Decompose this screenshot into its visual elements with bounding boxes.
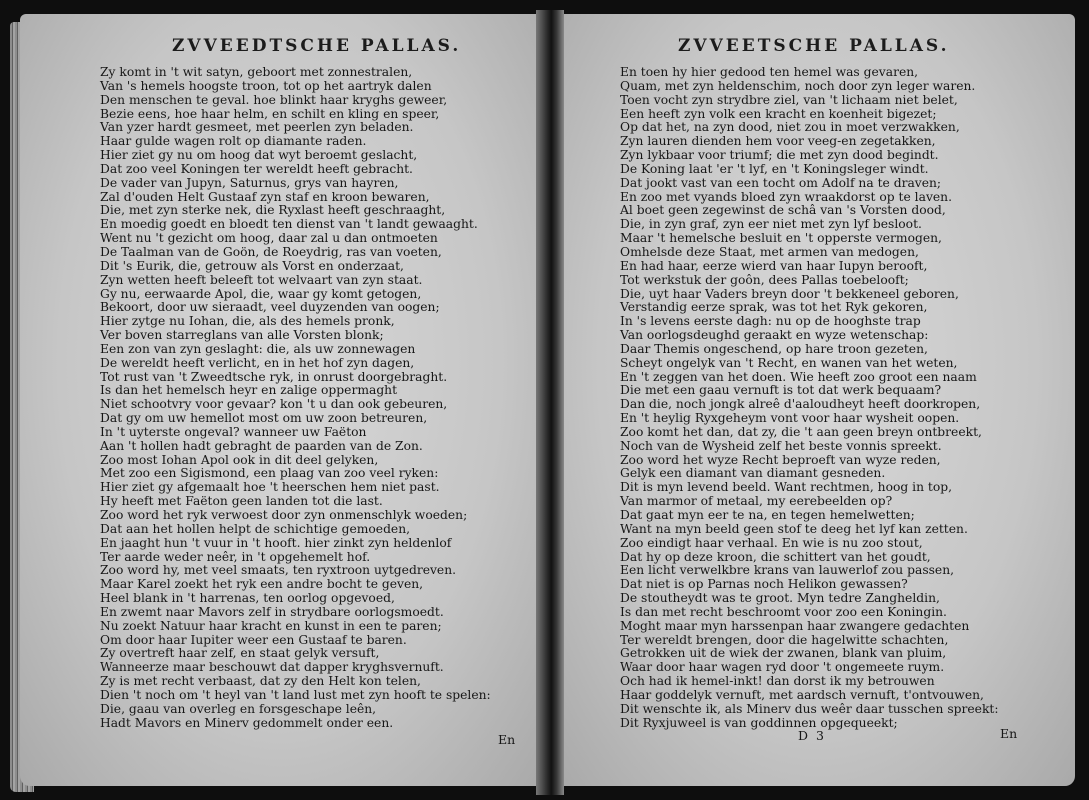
verse-line: Die, gaau van overleg en forsgeschape leên, — [100, 701, 377, 716]
verse-line: Hier zytge nu Iohan, die, als des hemels pronk, — [100, 314, 395, 329]
verse-line: Van 's hemels hoogste troon, tot op het aartryk dalen — [100, 78, 432, 93]
verse-line: De Taalman van de Goön, de Roeydrig, ras van voeten, — [100, 244, 442, 259]
right-page — [560, 14, 1075, 786]
verse-line: Tot werkstuk der goôn, dees Pallas toebelooft; — [620, 272, 909, 287]
verse-line: Dat zoo veel Koningen ter wereldt heeft gebracht. — [100, 161, 413, 176]
catchword-right: En — [1000, 726, 1018, 741]
verse-line: Want na myn beeld geen stof te deeg het lyf kan zetten. — [620, 521, 968, 536]
verse-line: In 't uyterste ongeval? wanneer uw Faëton — [100, 424, 367, 439]
verse-line: De wereldt heeft verlicht, en in het hof zyn dagen, — [100, 355, 415, 370]
verse-line: Hier ziet gy afgemaalt hoe 't heerschen hem niet past. — [100, 480, 440, 495]
verse-line: Dit Ryxjuweel is van goddinnen opgequeekt; — [620, 715, 898, 730]
verse-line: Dat gaat myn eer te na, en tegen hemelwetten; — [620, 508, 915, 522]
verse-line: Niet schootvry voor gevaar? kon 't u dan ook gebeuren, — [100, 397, 448, 412]
verse-line: Verstandig eerze sprak, was tot het Ryk gekoren, — [620, 300, 928, 315]
verse-line: Die, uyt haar Vaders breyn door 't bekkeneel geboren, — [620, 286, 959, 301]
verse-line: Dat jookt vast van een tocht om Adolf na te draven; — [620, 175, 942, 190]
verse-line: Zoo komt het dan, dat zy, die 't aan geen breyn ontbreekt, — [620, 424, 982, 439]
verse-line: Wanneerze maar beschouwt dat dapper kryghsvernuft. — [100, 660, 444, 675]
running-header-left: ZVVEEDTSCHE PALLAS. — [172, 36, 462, 56]
verse-line: En zwemt naar Mavors zelf in strydbare oorlogsmoedt. — [100, 604, 444, 619]
verse-line: Haar gulde wagen rolt op diamante raden. — [100, 134, 367, 149]
verse-line: Moght maar myn harssenpan haar zwangere gedachten — [620, 618, 970, 633]
verse-line: Zoo word het ryk verwoest door zyn onmenschlyk woeden; — [100, 508, 468, 522]
verse-line: De Koning laat 'er 't lyf, en 't Koningsleger windt. — [620, 161, 929, 176]
verse-line: Scheyt ongelyk van 't Recht, en wanen van het weten, — [620, 355, 958, 370]
verse-line: Die, in zyn graf, zyn eer niet met zyn lyf besloot. — [620, 217, 922, 232]
verse-line: Op dat het, na zyn dood, niet zou in moet verzwakken, — [620, 120, 960, 135]
signature-mark: D 3 — [798, 728, 826, 743]
verse-line: Omhelsde deze Staat, met armen van medogen, — [620, 244, 919, 259]
verse-line: Dan die, noch jongk alreê d'aaloudheyt heeft doorkropen, — [620, 397, 981, 412]
verse-line: Gelyk een diamant van diamant gesneden. — [620, 466, 886, 481]
verse-line: Van marmor of metaal, my eerebeelden op? — [620, 494, 893, 509]
verse-line: Ter wereldt brengen, door die hagelwitte schachten, — [620, 632, 949, 647]
verse-line: Een licht verwelkbre krans van lauwerlof zou passen, — [620, 563, 955, 578]
verse-line: Den menschen te geval. hoe blinkt haar kryghs geweer, — [100, 92, 448, 107]
verse-line: Noch van de Wysheid zelf het beste vonnis spreekt. — [620, 438, 942, 453]
verse-line: Om door haar Iupiter weer een Gustaaf te baren. — [100, 632, 407, 647]
verse-line: In 's levens eerste dagh: nu op de hooghste trap — [620, 314, 921, 329]
verse-line: Hier ziet gy nu om hoog dat wyt beroemt geslacht, — [100, 148, 418, 163]
verse-line: Ter aarde weder neêr, in 't opgehemelt hof. — [100, 549, 371, 564]
verse-line: Dit 's Eurik, die, getrouw als Vorst en onderzaat, — [100, 258, 404, 273]
verse-line: Ver boven starreglans van alle Vorsten blonk; — [100, 328, 384, 343]
book-gutter — [536, 10, 564, 795]
verse-line: Is dan het hemelsch heyr en zalige oppermaght — [100, 383, 398, 398]
verse-line: De vader van Jupyn, Saturnus, grys van hayren, — [100, 175, 399, 190]
verse-line: Dat niet is op Parnas noch Helikon gewassen? — [620, 577, 908, 592]
verse-line: Maar Karel zoekt het ryk een andre bocht te geven, — [100, 577, 424, 592]
verse-line: Heel blank in 't harrenas, ten oorlog opgevoed, — [100, 591, 395, 606]
verse-line: Daar Themis ongeschend, op hare troon gezeten, — [620, 341, 928, 356]
verse-line: Zy overtreft haar zelf, en staat gelyk versuft, — [100, 646, 380, 661]
verse-line: En moedig goedt en bloedt ten dienst van 't landt gewaaght. — [100, 217, 478, 232]
verse-line: En zoo met vyands bloed zyn wraakdorst op te laven. — [620, 189, 953, 204]
verse-line: Hadt Mavors en Minerv gedommelt onder een. — [100, 715, 394, 730]
verse-line: Aan 't hollen hadt gebraght de paarden van de Zon. — [100, 438, 423, 453]
left-text-block — [100, 66, 491, 731]
verse-line: Zy is met recht verbaast, dat zy den Helt kon telen, — [100, 674, 421, 689]
verse-line: Zyn lauren dienden hem voor veeg-en zegetakken, — [620, 134, 936, 149]
verse-line: Dat hy op deze kroon, die schittert van het goudt, — [620, 549, 931, 564]
verse-line: En 't heylig Ryxgeheym vont voor haar wysheit oopen. — [620, 411, 960, 426]
verse-line: Tot rust van 't Zweedtsche ryk, in onrust doorgebraght. — [100, 369, 448, 384]
verse-line: Haar goddelyk vernuft, met aardsch vernuft, t'ontvouwen, — [620, 687, 984, 702]
verse-line: Van yzer hardt gesmeet, met peerlen zyn beladen. — [100, 120, 414, 135]
verse-line: Toen vocht zyn strydbre ziel, van 't lichaam niet belet, — [620, 92, 958, 107]
verse-line: Bekoort, door uw sieraadt, veel duyzenden van oogen; — [100, 300, 440, 315]
verse-line: Van oorlogsdeughd geraakt en wyze wetenschap: — [620, 328, 929, 343]
right-text-block — [620, 66, 999, 731]
verse-line: Nu zoekt Natuur haar kracht en kunst in een te paren; — [100, 618, 442, 633]
verse-line: Zoo word het wyze Recht beproeft van wyze reden, — [620, 452, 941, 467]
verse-line: En had haar, eerze wierd van haar Iupyn berooft, — [620, 258, 928, 273]
verse-line: Dit wenschte ik, als Minerv dus weêr daar tusschen spreekt: — [620, 701, 999, 716]
verse-line: Al boet geen zegewinst de schâ van 's Vorsten dood, — [620, 203, 946, 218]
verse-line: Maar 't hemelsche besluit en 't opperste vermogen, — [620, 231, 942, 246]
verse-line: Zal d'ouden Helt Gustaaf zyn staf en kroon bewaren, — [100, 189, 430, 204]
verse-line: Zyn lykbaar voor triumf; die met zyn dood begindt. — [620, 148, 939, 163]
verse-line: Dat gy om uw hemellot most om uw zoon betreuren, — [100, 411, 428, 426]
catchword-left: En — [498, 732, 516, 747]
verse-line: En toen hy hier gedood ten hemel was gevaren, — [620, 65, 919, 79]
verse-line: Met zoo een Sigismond, een plaag van zoo veel ryken: — [100, 466, 439, 481]
running-header-right: ZVVEETSCHE PALLAS. — [678, 36, 950, 56]
verse-line: Waar door haar wagen ryd door 't ongemeete ruym. — [620, 660, 945, 675]
verse-line: En 't zeggen van het doen. Wie heeft zoo groot een naam — [620, 369, 977, 384]
verse-line: Een heeft zyn volk een kracht en koenheit bigezet; — [620, 106, 937, 121]
left-page — [20, 14, 540, 786]
verse-line: Bezie eens, hoe haar helm, en schilt en kling en speer, — [100, 106, 440, 121]
verse-line: Die, met zyn sterke nek, die Ryxlast heeft geschraaght, — [100, 203, 446, 218]
verse-line: Och had ik hemel-inkt! dan dorst ik my betrouwen — [620, 674, 935, 689]
verse-line: Zoo most Iohan Apol ook in dit deel gelyken, — [100, 452, 379, 467]
verse-line: Dit is myn levend beeld. Want rechtmen, hoog in top, — [620, 480, 953, 495]
verse-line: Zoo word hy, met veel smaats, ten ryxtroon uytgedreven. — [100, 563, 457, 578]
verse-line: Die met een gaau vernuft is tot dat werk bequaam? — [620, 383, 942, 398]
verse-line: Gy nu, eerwaarde Apol, die, waar gy komt getogen, — [100, 286, 422, 301]
verse-line: Dien 't noch om 't heyl van 't land lust met zyn hooft te spelen: — [100, 687, 491, 702]
verse-line: De stoutheydt was te groot. Myn tedre Zangheldin, — [620, 591, 940, 606]
verse-line: Hy heeft met Faëton geen landen tot die last. — [100, 494, 383, 509]
verse-line: Zoo eindigt haar verhaal. En wie is nu zoo stout, — [620, 535, 923, 550]
verse-line: Is dan met recht beschroomt voor zoo een Koningin. — [620, 604, 947, 619]
verse-line: Dat aan het hollen helpt de schichtige gemoeden, — [100, 521, 411, 536]
verse-line: Zyn wetten heeft beleeft tot welvaart van zyn staat. — [100, 272, 423, 287]
verse-line: Een zon van zyn geslaght: die, als uw zonnewagen — [100, 341, 416, 356]
verse-line: En jaaght hun 't vuur in 't hooft. hier zinkt zyn heldenlof — [100, 535, 452, 550]
verse-line: Quam, met zyn heldenschim, noch door zyn leger waren. — [620, 78, 976, 93]
verse-line: Went nu 't gezicht om hoog, daar zal u dan ontmoeten — [100, 231, 438, 246]
verse-line: Getrokken uit de wiek der zwanen, blank van pluim, — [620, 646, 947, 661]
verse-line: Zy komt in 't wit satyn, geboort met zonnestralen, — [100, 65, 413, 79]
